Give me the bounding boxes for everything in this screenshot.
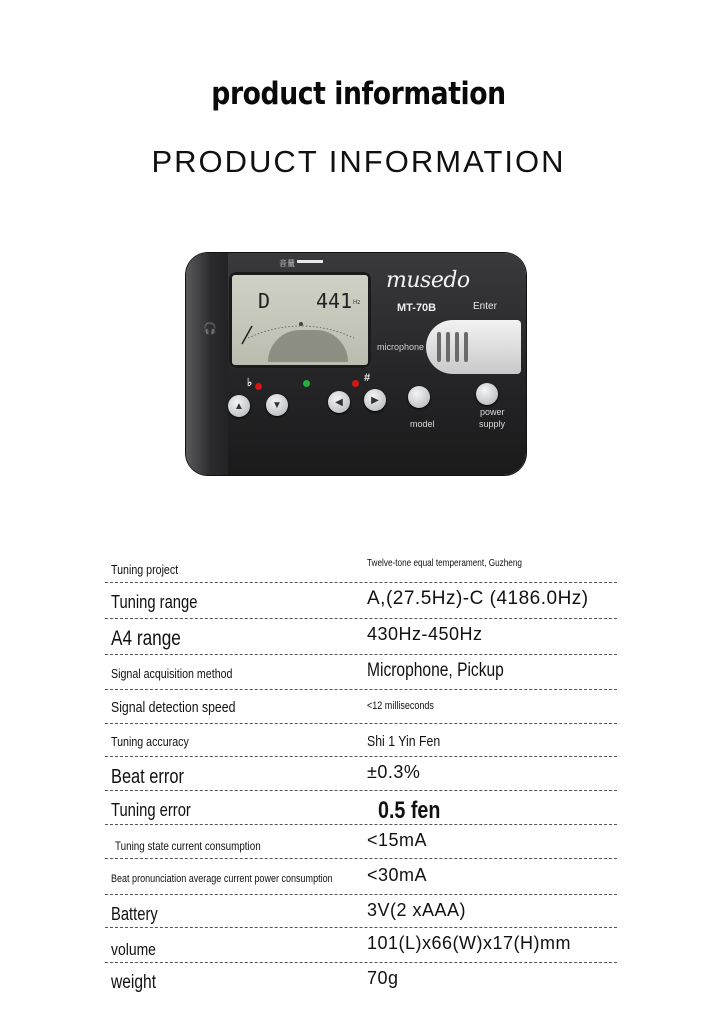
spec-value: 0.5 fen xyxy=(378,797,441,824)
microphone-label: microphone xyxy=(377,342,425,352)
spec-label: weight xyxy=(111,972,157,993)
headphone-icon: 🎧 xyxy=(203,323,217,335)
spec-label: Signal detection speed xyxy=(111,699,236,716)
table-row xyxy=(105,859,617,895)
right-arrow-button[interactable]: ▶ xyxy=(364,389,386,411)
table-row xyxy=(105,928,617,963)
lcd-scale xyxy=(238,318,364,346)
table-row xyxy=(105,757,617,791)
led-sharp-indicator xyxy=(352,380,359,387)
device-side xyxy=(186,253,228,475)
spec-value: 101(L)x66(W)x17(H)mm xyxy=(367,933,572,953)
spec-label: Tuning error xyxy=(111,800,191,820)
up-arrow-button[interactable]: ▲ xyxy=(228,395,250,417)
lcd-frequency-readout: 441 xyxy=(316,289,353,313)
spec-label: Tuning state current consumption xyxy=(115,839,261,853)
spec-label: Beat error xyxy=(111,766,184,788)
spec-value: A,(27.5Hz)-C (4186.0Hz) xyxy=(367,588,589,609)
enter-label: Enter xyxy=(473,301,497,312)
down-arrow-button[interactable]: ▼ xyxy=(266,394,288,416)
table-row xyxy=(105,655,617,690)
volume-label: 音量 xyxy=(279,259,295,268)
spec-label: volume xyxy=(111,940,156,959)
flat-symbol: ♭ xyxy=(247,377,253,389)
spec-label: Tuning accuracy xyxy=(111,734,189,749)
lcd-hz-unit: Hz xyxy=(353,300,361,306)
spec-value: <15mA xyxy=(367,830,428,850)
table-row xyxy=(105,690,617,724)
model-button[interactable] xyxy=(408,386,430,408)
volume-slider xyxy=(297,260,323,263)
left-arrow-button[interactable]: ◀ xyxy=(328,391,350,413)
model-button-label: model xyxy=(410,419,435,429)
spec-value: Microphone, Pickup xyxy=(367,660,504,681)
spec-value: 3V(2 xAAA) xyxy=(367,900,467,920)
spec-value: 70g xyxy=(367,968,399,988)
table-row xyxy=(105,791,617,825)
table-row xyxy=(105,583,617,619)
spec-label: Beat pronunciation average current power consumption xyxy=(111,873,333,885)
led-flat-indicator xyxy=(255,383,262,390)
power-button[interactable] xyxy=(476,383,498,405)
brand-logo: musedo xyxy=(386,268,470,293)
table-row xyxy=(105,825,617,859)
spec-label: A4 range xyxy=(111,627,181,650)
table-row xyxy=(105,556,617,583)
led-in-tune-indicator xyxy=(303,380,310,387)
power-label-line1: power xyxy=(480,407,505,417)
lcd-note-readout: D xyxy=(258,289,271,313)
page-subtitle: PRODUCT INFORMATION xyxy=(151,144,566,179)
power-label-line2: supply xyxy=(479,419,506,429)
spec-label: Tuning project xyxy=(111,562,179,577)
spec-value: Shi 1 Yin Fen xyxy=(367,733,441,750)
table-row xyxy=(105,963,617,997)
table-row xyxy=(105,895,617,928)
spec-value: Twelve-tone equal temperament, Guzheng xyxy=(367,558,522,569)
spec-value: <30mA xyxy=(367,865,428,885)
spec-value: 430Hz-450Hz xyxy=(367,624,483,644)
sharp-symbol: # xyxy=(364,372,371,384)
table-row xyxy=(105,724,617,757)
spec-value: <12 milliseconds xyxy=(367,700,434,712)
page-title: product information xyxy=(211,76,506,112)
spec-label: Tuning range xyxy=(111,592,198,612)
table-row xyxy=(105,619,617,655)
device-model-name: MT-70B xyxy=(397,302,437,314)
spec-label: Signal acquisition method xyxy=(111,666,233,681)
spec-label: Battery xyxy=(111,904,158,924)
spec-value: ±0.3% xyxy=(367,762,421,782)
